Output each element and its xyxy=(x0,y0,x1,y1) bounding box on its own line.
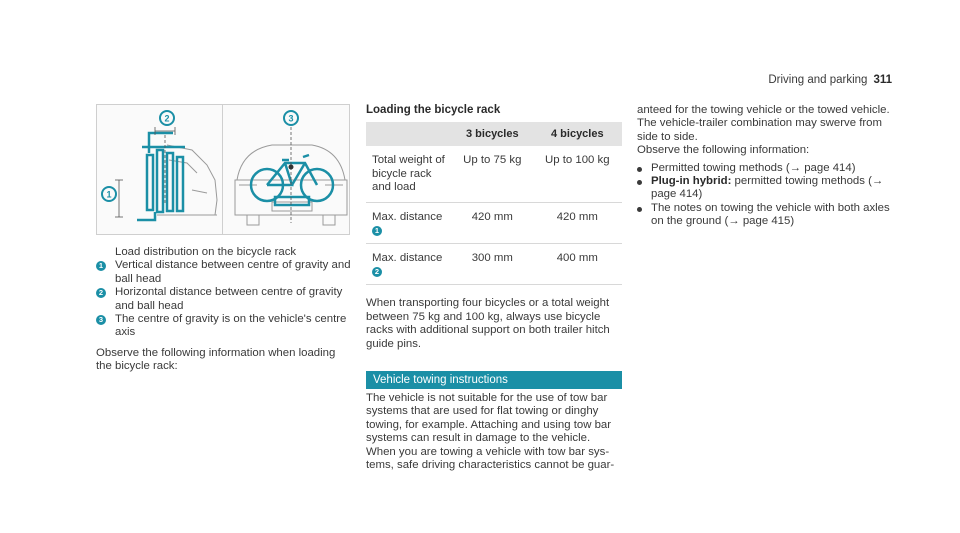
transport-note: When transporting four bicycles or a total weight between 75 kg and 100 kg, always use bicycle racks with additional support on both trailer hitch guide pins. xyxy=(366,297,610,350)
bullet-icon xyxy=(637,175,647,202)
list-item xyxy=(637,162,902,175)
row-label xyxy=(366,146,452,202)
callout-badge: 1 xyxy=(372,226,382,236)
row-label-text: Total weight of bicycle rack and load xyxy=(372,154,445,194)
page-number: 311 xyxy=(873,74,892,86)
caption-title-row xyxy=(96,246,354,259)
caption-item xyxy=(96,259,354,286)
towing-section-heading: Vehicle towing instructions xyxy=(366,371,622,389)
caption-title: Load distribution on the bicycle rack xyxy=(115,246,297,258)
callout-badge: 3 xyxy=(96,315,106,325)
table-header-empty xyxy=(366,122,452,146)
bullet-text[interactable]: The notes on towing the vehicle with both axles on the ground (→ page 415) xyxy=(651,201,890,228)
table-row xyxy=(366,146,622,202)
list-item xyxy=(637,175,902,202)
towing-continued-text: anteed for the towing vehicle or the towed vehicle. The vehicle-trailer combination may swerve from side to side. xyxy=(637,104,890,143)
caption-item-text: Horizontal distance between centre of gravity and ball head xyxy=(115,286,343,312)
bullet-icon xyxy=(637,202,647,229)
callout-3 xyxy=(284,111,298,125)
cell-4-bicycles: 420 mm xyxy=(533,202,622,243)
table-row xyxy=(366,202,622,243)
table-header-3-bicycles: 3 bicycles xyxy=(452,122,533,146)
cell-4-bicycles: 400 mm xyxy=(533,244,622,285)
section-title: Driving and parking xyxy=(768,74,868,86)
towing-continued xyxy=(637,104,902,229)
callout-2-label: 2 xyxy=(164,113,170,124)
bullet-icon xyxy=(637,162,647,175)
cell-3-bicycles: 420 mm xyxy=(452,202,533,243)
observe-info: Observe the following information: xyxy=(637,144,810,157)
caption-item-text: The centre of gravity is on the vehicle's centre axis xyxy=(115,313,347,339)
bullet-text[interactable]: Permitted towing methods (→ page 414) xyxy=(651,161,856,174)
cell-4-bicycles: Up to 100 kg xyxy=(533,146,622,202)
bullet-text[interactable]: permitted towing methods (→ page 414) xyxy=(651,175,884,201)
info-bullets xyxy=(637,162,902,229)
loading-title: Loading the bicycle rack xyxy=(366,104,501,116)
list-item xyxy=(637,202,902,229)
towing-text: The vehicle is not suitable for the use of tow bar systems that are used for flat towing or dinghy towing, for example. Attaching and using tow bar systems can result in damage to the vehicle. When you are towing a vehicle with tow bar sys- tems, safe driving characteristics cannot be guar- xyxy=(366,392,615,472)
callout-2 xyxy=(160,111,174,125)
table-header-4-bicycles: 4 bicycles xyxy=(533,122,622,146)
row-label xyxy=(366,202,452,243)
caption-item-text: Vertical distance between centre of gravity and ball head xyxy=(115,259,351,285)
callout-1 xyxy=(102,187,116,201)
callout-badge: 1 xyxy=(96,261,106,271)
center-of-gravity-marker xyxy=(289,165,294,170)
table-row xyxy=(366,244,622,285)
callout-badge: 2 xyxy=(372,267,382,277)
row-label-text: Max. distance xyxy=(372,252,443,265)
callout-1-label: 1 xyxy=(106,189,112,200)
loading-section xyxy=(366,104,622,473)
table-header-row xyxy=(366,122,622,146)
bicycle-rack-illustration xyxy=(96,104,350,235)
loading-table xyxy=(366,122,622,285)
cell-3-bicycles: 300 mm xyxy=(452,244,533,285)
observe-paragraph: Observe the following information when loading the bicycle rack: xyxy=(96,346,336,373)
row-label-text: Max. distance xyxy=(372,210,443,223)
callout-3-label: 3 xyxy=(288,113,294,124)
cell-3-bicycles: Up to 75 kg xyxy=(452,146,533,202)
caption-item xyxy=(96,286,354,313)
row-label xyxy=(366,244,452,285)
page-header xyxy=(768,74,892,87)
caption-item xyxy=(96,313,354,340)
figure-caption xyxy=(96,246,354,374)
bullet-bold-label: Plug-in hybrid: xyxy=(651,175,732,188)
side-view-bicycles xyxy=(137,133,185,220)
callout-badge: 2 xyxy=(96,288,106,298)
